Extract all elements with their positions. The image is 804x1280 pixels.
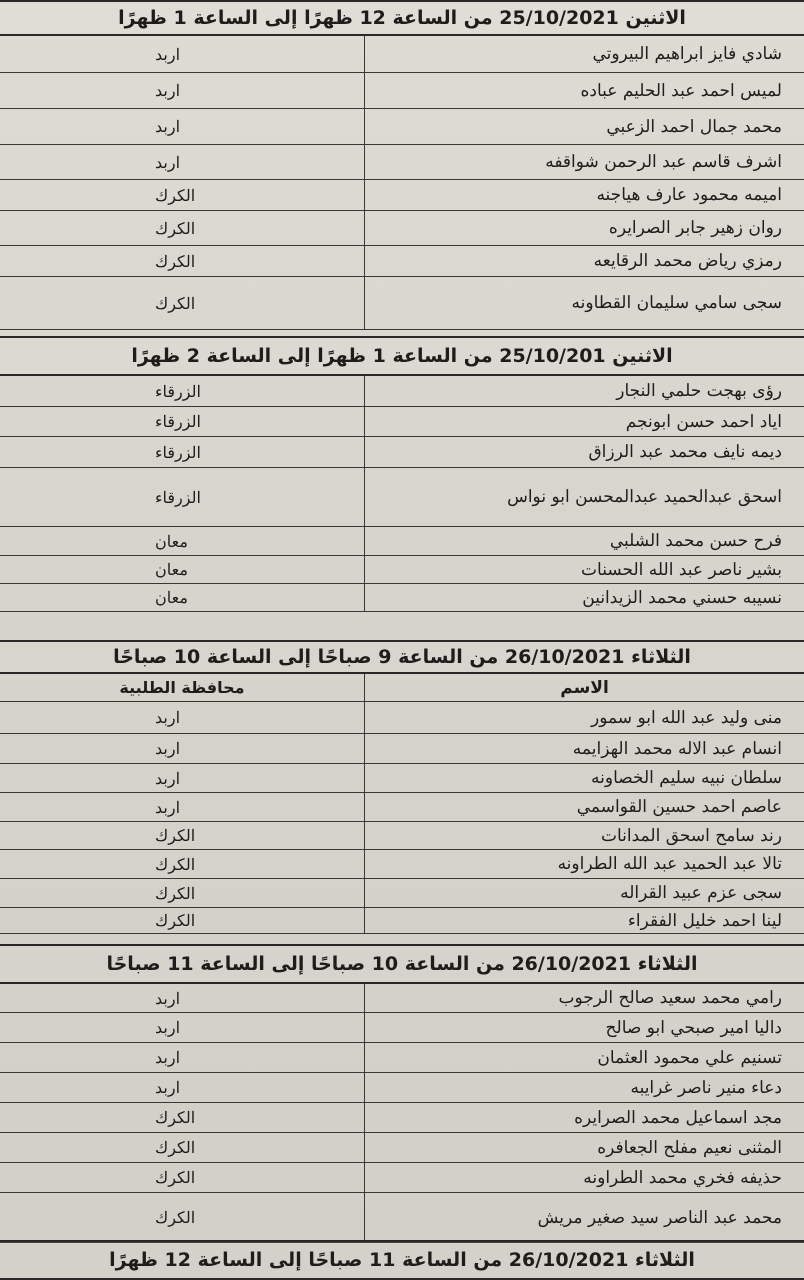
table-row [0, 36, 804, 73]
student-name: روان زهير جابر الصرايره [364, 211, 804, 245]
table-row [0, 822, 804, 850]
student-governorate: الكرك [155, 185, 196, 205]
session-header: الثلاثاء 26/10/2021 من الساعة 10 صباحًا إلى الساعة 11 صباحًا [0, 944, 804, 984]
student-name: تسنيم علي محمود العثمان [364, 1043, 804, 1072]
table-row [0, 246, 804, 277]
table-row [0, 407, 804, 437]
session-block [0, 1240, 804, 1280]
student-governorate: اربد [155, 739, 181, 758]
student-name: منى وليد عبد الله ابو سمور [364, 702, 804, 733]
student-governorate: الزرقاء [155, 487, 201, 507]
student-governorate: معان [155, 560, 188, 579]
session-block [0, 944, 804, 1243]
table-row [0, 145, 804, 180]
table-row [0, 850, 804, 879]
table-row [0, 734, 804, 764]
table-row [0, 1013, 804, 1043]
session-header: الثلاثاء 26/10/2021 من الساعة 11 صباحًا إلى الساعة 12 ظهرًا [0, 1240, 804, 1280]
table-row [0, 1193, 804, 1243]
table-row [0, 556, 804, 584]
session-block [0, 336, 804, 612]
student-name: لميس احمد عبد الحليم عباده [364, 73, 804, 108]
table-row [0, 277, 804, 330]
student-name: سجى سامي سليمان القطاونه [364, 277, 804, 329]
table-row [0, 1163, 804, 1193]
session-header: الاثنين 25/10/201 من الساعة 1 ظهرًا إلى الساعة 2 ظهرًا [0, 336, 804, 376]
student-governorate: اربد [155, 117, 181, 136]
column-header-governorate: محافظة الطلبية [119, 678, 245, 697]
student-name: محمد جمال احمد الزعبي [364, 109, 804, 144]
student-governorate: الزرقاء [155, 442, 201, 462]
student-name: اشرف قاسم عبد الرحمن شواقفه [364, 145, 804, 179]
student-name: اسحق عبدالحميد عبدالمحسن ابو نواس [364, 468, 804, 526]
table-row [0, 109, 804, 145]
student-governorate: اربد [155, 1018, 181, 1037]
student-governorate: الكرك [155, 251, 196, 271]
student-name: بشير ناصر عبد الله الحسنات [364, 556, 804, 583]
student-governorate: الزرقاء [155, 412, 201, 431]
table-row [0, 984, 804, 1013]
student-name: عاصم احمد حسين القواسمي [364, 793, 804, 821]
student-governorate: الكرك [155, 1138, 196, 1157]
table-row [0, 468, 804, 527]
table-row [0, 527, 804, 556]
student-name: لينا احمد خليل الفقراء [364, 908, 804, 933]
student-name: مجد اسماعيل محمد الصرايره [364, 1103, 804, 1132]
session-block [0, 0, 804, 330]
table-row [0, 1133, 804, 1163]
table-row [0, 376, 804, 407]
student-governorate: معان [155, 588, 188, 607]
student-name: تالا عبد الحميد عبد الله الطراونه [364, 850, 804, 878]
student-governorate: الكرك [155, 293, 196, 313]
student-governorate: اربد [155, 152, 181, 172]
column-header-row [0, 674, 804, 702]
student-governorate: الكرك [155, 1208, 196, 1227]
student-governorate: اربد [155, 708, 181, 727]
table-row [0, 211, 804, 246]
student-name: فرح حسن محمد الشلبي [364, 527, 804, 555]
session-block [0, 640, 804, 934]
student-governorate: اربد [155, 81, 181, 100]
student-name: حذيفه فخري محمد الطراونه [364, 1163, 804, 1192]
student-name: سجى عزم عبيد القراله [364, 879, 804, 907]
student-name: رامي محمد سعيد صالح الرجوب [364, 984, 804, 1012]
table-row [0, 73, 804, 109]
student-name: رمزي رياض محمد الرقايعه [364, 246, 804, 276]
student-name: اياد احمد حسن ابونجم [364, 407, 804, 436]
student-governorate: الكرك [155, 826, 196, 845]
student-name: رؤى بهجت حلمي النجار [364, 376, 804, 406]
student-governorate: الكرك [155, 911, 196, 930]
student-governorate: الكرك [155, 218, 196, 238]
table-row [0, 908, 804, 934]
student-governorate: اربد [155, 768, 181, 788]
table-row [0, 180, 804, 211]
table-row [0, 1043, 804, 1073]
student-governorate: معان [155, 531, 188, 551]
student-name: دعاء منير ناصر غرايبه [364, 1073, 804, 1102]
student-name: نسيبه حسني محمد الزيدانين [364, 584, 804, 611]
student-name: ديمه نايف محمد عبد الرزاق [364, 437, 804, 467]
student-governorate: اربد [155, 1048, 181, 1067]
session-header: الاثنين 25/10/2021 من الساعة 12 ظهرًا إلى الساعة 1 ظهرًا [0, 0, 804, 36]
student-governorate: الكرك [155, 1168, 196, 1187]
table-row [0, 437, 804, 468]
student-name: رند سامح اسحق المدانات [364, 822, 804, 849]
table-row [0, 584, 804, 612]
student-name: المثنى نعيم مفلح الجعافره [364, 1133, 804, 1162]
table-row [0, 879, 804, 908]
student-name: محمد عبد الناصر سيد صغير مريش [364, 1193, 804, 1242]
column-header-name: الاسم [364, 674, 804, 701]
student-governorate: اربد [155, 44, 181, 64]
student-name: شادي فايز ابراهيم البيروتي [364, 36, 804, 72]
student-governorate: الكرك [155, 854, 196, 874]
table-row [0, 1103, 804, 1133]
student-name: داليا امير صبحي ابو صالح [364, 1013, 804, 1042]
table-row [0, 702, 804, 734]
student-governorate: اربد [155, 797, 181, 817]
student-name: اميمه محمود عارف هياجنه [364, 180, 804, 210]
student-name: انسام عبد الاله محمد الهزايمه [364, 734, 804, 763]
student-governorate: الكرك [155, 883, 196, 903]
session-header: الثلاثاء 26/10/2021 من الساعة 9 صباحًا إلى الساعة 10 صباحًا [0, 640, 804, 674]
student-governorate: الزرقاء [155, 381, 201, 401]
table-row [0, 764, 804, 793]
student-governorate: اربد [155, 988, 181, 1008]
student-governorate: الكرك [155, 1108, 196, 1127]
student-governorate: اربد [155, 1078, 181, 1097]
table-row [0, 793, 804, 822]
table-row [0, 1073, 804, 1103]
student-name: سلطان نبيه سليم الخصاونه [364, 764, 804, 792]
